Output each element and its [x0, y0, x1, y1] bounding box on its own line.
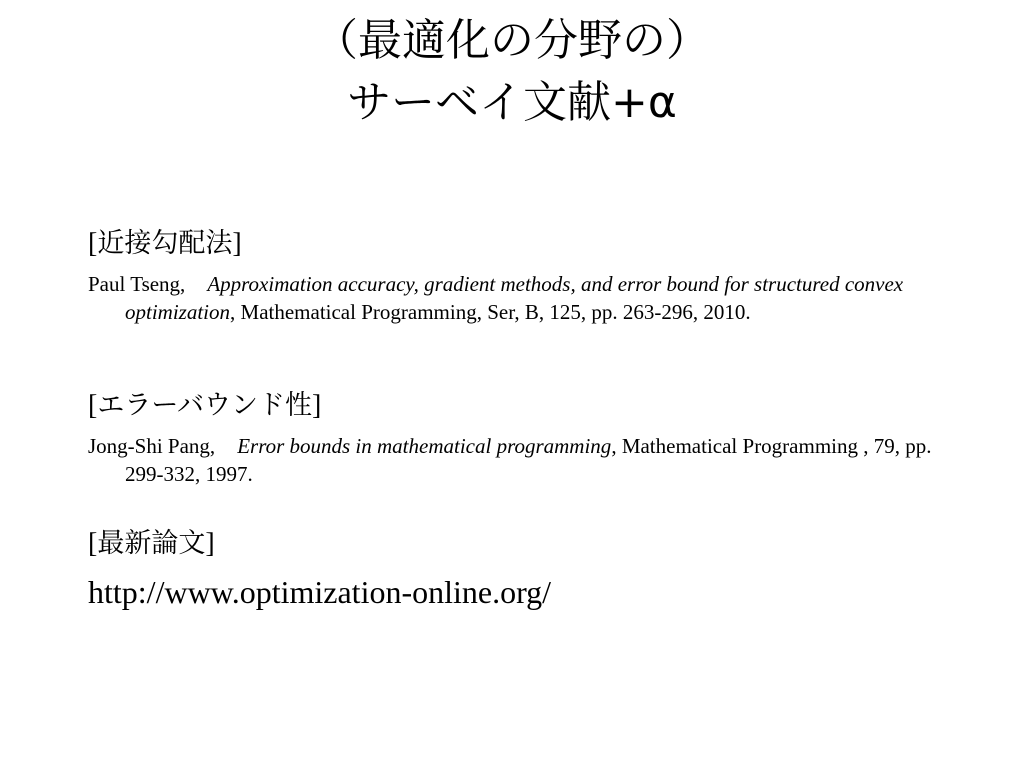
section-heading-label: エラーバウンド性 [97, 390, 312, 421]
slide-content [88, 222, 938, 614]
section-heading-label: 最新論文 [97, 528, 206, 559]
reference-entry [88, 432, 938, 488]
bracket-close: ] [205, 528, 215, 559]
bracket-open: [ [88, 228, 98, 259]
reference-title: Error bounds in mathematical programming [237, 434, 612, 458]
section-heading [88, 384, 938, 428]
section-proximal-gradient [88, 222, 938, 326]
section-heading-label: 近接勾配法 [97, 228, 233, 259]
bracket-open: [ [88, 528, 98, 559]
bracket-open: [ [88, 390, 98, 421]
reference-details: , Mathematical Programming, Ser, B, 125, pp. 263-296, 2010. [230, 300, 751, 324]
slide-title [0, 10, 1024, 134]
reference-authors: Jong-Shi Pang, [88, 434, 216, 458]
section-error-bound [88, 384, 938, 488]
bracket-close: ] [232, 228, 242, 259]
reference-authors: Paul Tseng, [88, 272, 186, 296]
optimization-online-link[interactable]: http://www.optimization-online.org/ [88, 574, 552, 610]
reference-title: Approximation accuracy, gradient methods, and error bound for structured convex optimization [125, 272, 904, 324]
section-heading [88, 222, 938, 266]
section-latest-papers [88, 522, 938, 614]
section-heading [88, 522, 938, 566]
title-line-1: （最適化の分野の） [314, 15, 710, 66]
reference-details: , Mathematical Programming , 79, pp. 299-332, 1997. [125, 434, 932, 486]
bracket-close: ] [311, 390, 322, 421]
reference-entry [88, 270, 938, 326]
title-line-2: サーベイ文献+α [347, 77, 677, 128]
